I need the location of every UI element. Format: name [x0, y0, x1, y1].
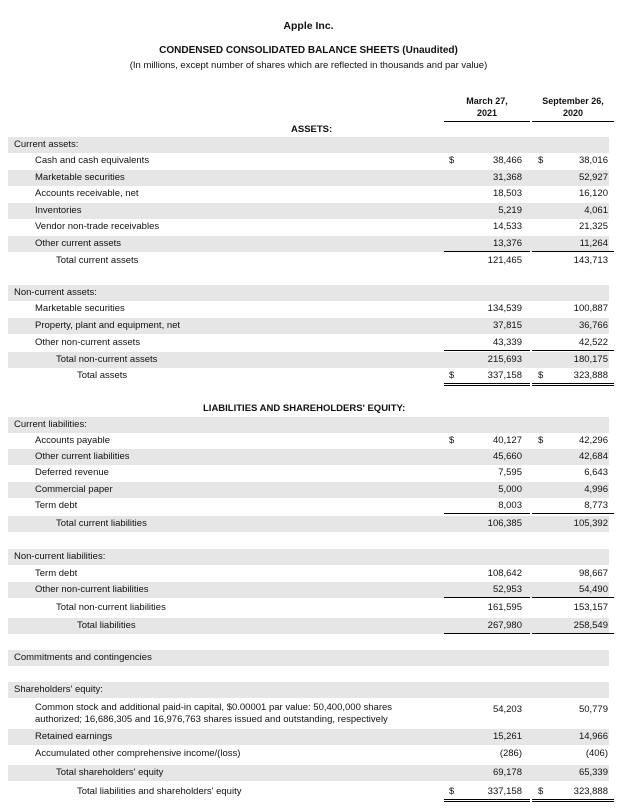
line-item-row — [8, 170, 609, 186]
value-march-2021: 18,503 — [492, 188, 522, 199]
value-march-2021: 40,127 — [492, 435, 522, 446]
value-march-2021: 215,693 — [487, 354, 522, 365]
statement-subtitle: (In millions, except number of shares which are reflected in thousands and par value) — [129, 60, 488, 71]
line-item-label: Total current liabilities — [56, 518, 147, 529]
underline-rule — [444, 251, 530, 252]
line-item-row — [8, 498, 609, 514]
underline-rule — [532, 633, 614, 634]
value-march-2021: (286) — [499, 748, 522, 759]
value-september-2020: 36,766 — [578, 320, 608, 331]
line-item-label: Property, plant and equipment, net — [35, 320, 181, 331]
line-item-label: Total assets — [77, 370, 128, 381]
value-september-2020: 65,339 — [578, 767, 608, 778]
value-march-2021: 134,539 — [487, 303, 522, 314]
line-item-row — [8, 784, 609, 800]
value-march-2021: 106,385 — [487, 518, 522, 529]
line-item-row — [8, 650, 609, 666]
value-september-2020: (406) — [585, 748, 608, 759]
value-march-2021: 337,158 — [487, 786, 522, 797]
dollar-sign: $ — [538, 155, 544, 166]
line-item-label: Accounts payable — [35, 435, 110, 446]
value-march-2021: 54,203 — [492, 704, 522, 715]
line-item-label: Total non-current liabilities — [56, 602, 166, 613]
line-item-label: Marketable securities — [35, 303, 125, 314]
underline-rule — [444, 799, 530, 802]
underline-rule — [532, 383, 614, 386]
line-item-row — [8, 417, 609, 433]
line-item-label: Common stock and additional paid-in capital, $0.00001 par value: 50,400,000 shares authorized; 16,686,305 and 16,976,763 shares issued and outstanding, respectively — [35, 702, 393, 725]
line-item-label: Total shareholders' equity — [56, 767, 164, 778]
column-header-september-2020 — [532, 95, 614, 119]
dollar-sign: $ — [449, 155, 455, 166]
line-item-row — [8, 682, 609, 698]
value-september-2020: 42,684 — [578, 451, 608, 462]
line-item-label: Vendor non-trade receivables — [35, 221, 160, 232]
line-item-row — [8, 482, 609, 498]
column-header-line-1: March 27, — [466, 96, 508, 106]
line-item-label: Accounts receivable, net — [35, 188, 139, 199]
value-september-2020: 100,887 — [573, 303, 608, 314]
value-september-2020: 258,549 — [573, 620, 608, 631]
line-item-row — [8, 549, 609, 565]
underline-rule — [444, 597, 530, 598]
dollar-sign: $ — [449, 370, 455, 381]
underline-rule — [532, 597, 614, 598]
column-header-march-2021 — [444, 95, 530, 119]
line-item-label: Current assets: — [14, 139, 79, 150]
value-september-2020: 21,325 — [578, 221, 608, 232]
column-header-rule — [444, 121, 530, 122]
value-march-2021: 15,261 — [492, 731, 522, 742]
value-march-2021: 5,219 — [498, 205, 522, 216]
value-march-2021: 267,980 — [487, 620, 522, 631]
line-item-row — [8, 186, 609, 202]
line-item-row — [8, 765, 609, 781]
line-item-label: Total liabilities — [77, 620, 136, 631]
value-march-2021: 5,000 — [498, 484, 522, 495]
underline-rule — [532, 799, 614, 802]
value-september-2020: 50,779 — [578, 704, 608, 715]
line-item-row — [8, 236, 609, 252]
value-march-2021: 45,660 — [492, 451, 522, 462]
line-item-label: Non-current assets: — [14, 287, 97, 298]
value-september-2020: 14,966 — [578, 731, 608, 742]
line-item-row — [8, 219, 609, 235]
underline-rule — [444, 350, 530, 351]
company-name: Apple Inc. — [283, 20, 334, 32]
dollar-sign: $ — [449, 786, 455, 797]
value-march-2021: 43,339 — [492, 337, 522, 348]
line-item-row — [8, 566, 609, 582]
column-header-line-2: 2020 — [562, 108, 584, 118]
line-item-label: Deferred revenue — [35, 467, 109, 478]
value-september-2020: 38,016 — [578, 155, 608, 166]
line-item-label: Current liabilities: — [14, 419, 87, 430]
line-item-row — [8, 746, 609, 762]
underline-rule — [532, 350, 614, 351]
column-header-rule — [532, 121, 614, 122]
line-item-label: Shareholders' equity: — [14, 684, 103, 695]
dollar-sign: $ — [538, 435, 544, 446]
line-item-label: Commercial paper — [35, 484, 113, 495]
value-september-2020: 323,888 — [573, 786, 608, 797]
dollar-sign: $ — [538, 370, 544, 381]
line-item-label: Retained earnings — [35, 731, 113, 742]
dollar-sign: $ — [538, 786, 544, 797]
value-september-2020: 98,667 — [578, 568, 608, 579]
value-september-2020: 4,996 — [584, 484, 608, 495]
line-item-row — [8, 335, 609, 351]
column-header-line-2: 2021 — [476, 108, 498, 118]
line-item-row — [8, 582, 609, 598]
line-item-label: Marketable securities — [35, 172, 125, 183]
value-september-2020: 54,490 — [578, 584, 608, 595]
line-item-row — [8, 301, 609, 317]
line-item-row — [8, 285, 609, 301]
line-item-label: Other non-current liabilities — [35, 584, 149, 595]
line-item-label: Other current liabilities — [35, 451, 130, 462]
line-item-row — [8, 618, 609, 634]
underline-rule — [532, 513, 614, 514]
line-item-row — [8, 153, 609, 169]
value-september-2020: 153,157 — [573, 602, 608, 613]
value-march-2021: 161,595 — [487, 602, 522, 613]
line-item-row — [8, 699, 609, 729]
line-item-label: Inventories — [35, 205, 82, 216]
value-september-2020: 42,296 — [578, 435, 608, 446]
column-header-line-1: September 26, — [542, 96, 604, 106]
line-item-label: Other non-current assets — [35, 337, 141, 348]
value-september-2020: 143,713 — [573, 255, 608, 266]
statement-title: CONDENSED CONSOLIDATED BALANCE SHEETS (Unaudited) — [159, 45, 458, 56]
line-item-row — [8, 449, 609, 465]
line-item-label: Other current assets — [35, 238, 122, 249]
value-march-2021: 69,178 — [492, 767, 522, 778]
line-item-row — [8, 516, 609, 532]
value-september-2020: 11,264 — [579, 238, 608, 249]
line-item-row — [8, 729, 609, 745]
line-item-row — [8, 203, 609, 219]
line-item-row — [8, 352, 609, 368]
line-item-row — [8, 433, 609, 449]
underline-rule — [444, 513, 530, 514]
underline-rule — [444, 633, 530, 634]
value-march-2021: 38,466 — [492, 155, 522, 166]
value-september-2020: 8,773 — [584, 500, 608, 511]
line-item-label: Accumulated other comprehensive income/(loss) — [35, 748, 241, 759]
value-march-2021: 14,533 — [492, 221, 522, 232]
value-september-2020: 4,061 — [584, 205, 608, 216]
line-item-row — [8, 465, 609, 481]
value-march-2021: 8,003 — [498, 500, 522, 511]
value-september-2020: 52,927 — [578, 172, 608, 183]
value-september-2020: 323,888 — [573, 370, 608, 381]
line-item-row — [8, 368, 609, 384]
line-item-label: Total non-current assets — [56, 354, 158, 365]
value-september-2020: 180,175 — [573, 354, 608, 365]
value-march-2021: 52,953 — [492, 584, 522, 595]
value-march-2021: 121,465 — [487, 255, 522, 266]
line-item-label: Total liabilities and shareholders' equity — [77, 786, 242, 797]
value-march-2021: 7,595 — [498, 467, 522, 478]
line-item-label: Term debt — [35, 568, 78, 579]
line-item-row — [8, 253, 609, 269]
line-item-row — [8, 137, 609, 153]
line-item-row — [8, 600, 609, 616]
value-september-2020: 42,522 — [578, 337, 608, 348]
value-march-2021: 13,376 — [492, 238, 522, 249]
section-title-liabilities-equity: LIABILITIES AND SHAREHOLDERS' EQUITY: — [203, 403, 406, 414]
value-march-2021: 31,368 — [492, 172, 522, 183]
section-title-assets: ASSETS: — [291, 124, 333, 135]
line-item-label: Term debt — [35, 500, 78, 511]
value-march-2021: 337,158 — [487, 370, 522, 381]
dollar-sign: $ — [449, 435, 455, 446]
underline-rule — [532, 251, 614, 252]
value-march-2021: 108,642 — [487, 568, 522, 579]
line-item-label: Total current assets — [56, 255, 139, 266]
underline-rule — [444, 383, 530, 386]
value-september-2020: 105,392 — [573, 518, 608, 529]
line-item-row — [8, 318, 609, 334]
line-item-label: Commitments and contingencies — [14, 652, 152, 663]
value-september-2020: 6,643 — [584, 467, 608, 478]
line-item-label: Non-current liabilities: — [14, 551, 106, 562]
value-march-2021: 37,815 — [492, 320, 522, 331]
value-september-2020: 16,120 — [578, 188, 608, 199]
line-item-label: Cash and cash equivalents — [35, 155, 150, 166]
